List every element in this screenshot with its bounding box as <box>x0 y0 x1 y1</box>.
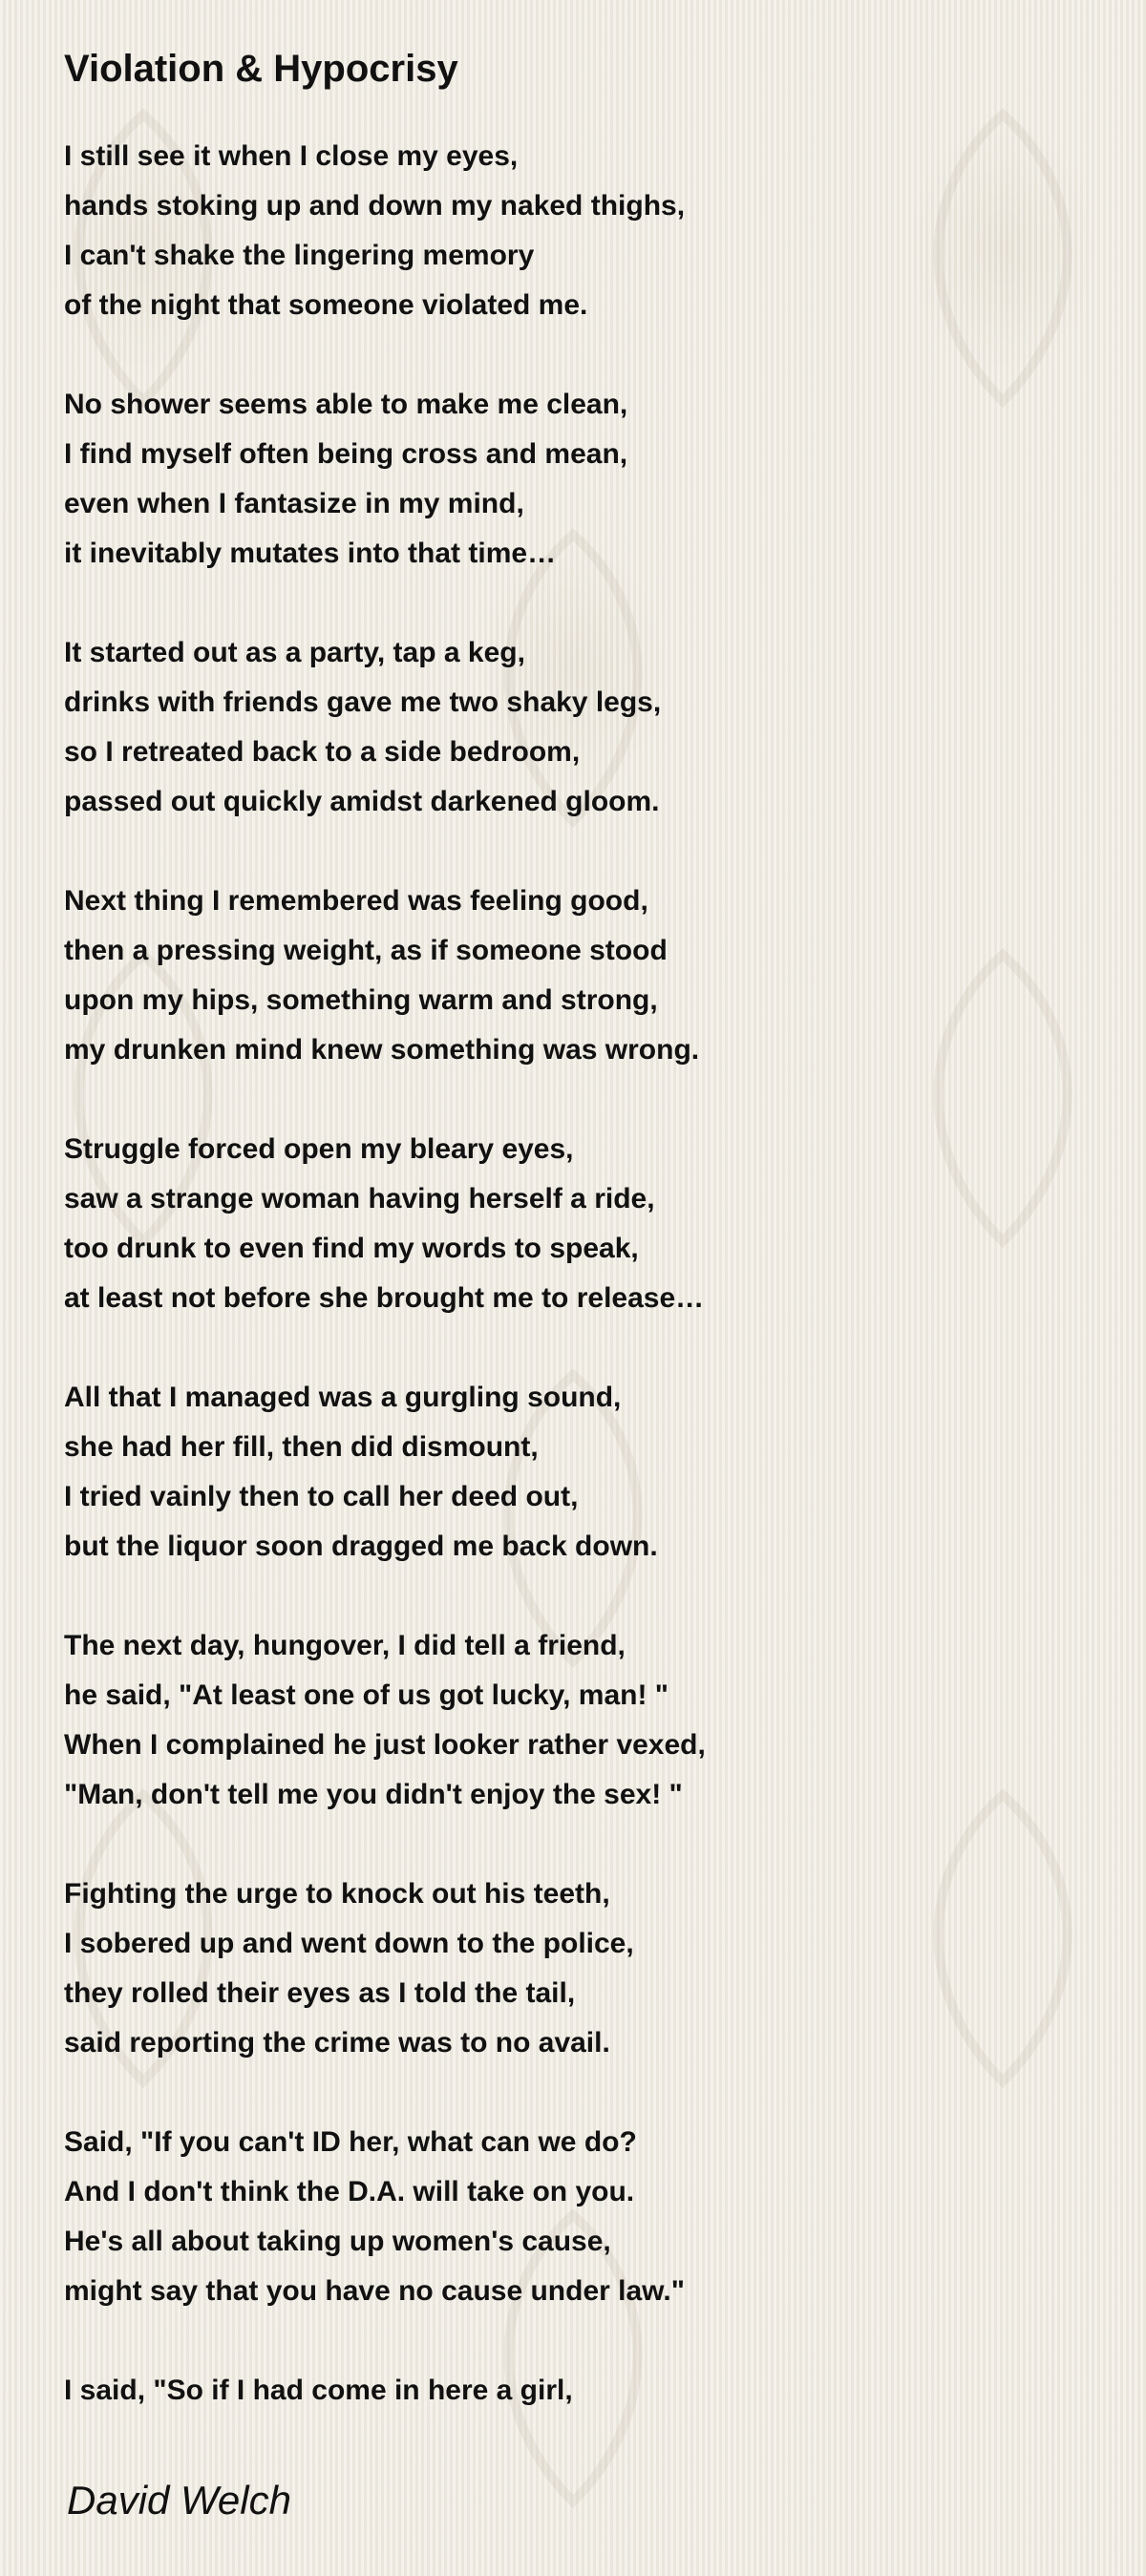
poem-line: upon my hips, something warm and strong, <box>64 984 658 1016</box>
poem-line: "Man, don't tell me you didn't enjoy the sex! " <box>64 1779 683 1810</box>
poem-line: he said, "At least one of us got lucky, man! " <box>64 1679 669 1711</box>
poem-line: I still see it when I close my eyes, <box>64 140 519 172</box>
poem-stanza <box>64 628 1095 827</box>
poem-stanza <box>64 380 1095 579</box>
poem-line: I can't shake the lingering memory <box>64 240 535 271</box>
poem-line: Next thing I remembered was feeling good, <box>64 885 648 917</box>
poem-stanza <box>64 132 1095 330</box>
poem-line: at least not before she brought me to release… <box>64 1282 705 1314</box>
poem-stanza <box>64 1621 1095 1820</box>
poem-stanza <box>64 1373 1095 1572</box>
poem-line: said reporting the crime was to no avail. <box>64 2027 610 2059</box>
poem-stanza <box>64 2118 1095 2316</box>
poem-line: It started out as a party, tap a keg, <box>64 637 525 668</box>
poem-stanza <box>64 1869 1095 2068</box>
poem-card <box>64 46 1095 2465</box>
poem-line: The next day, hungover, I did tell a friend, <box>64 1630 626 1661</box>
poem-line: No shower seems able to make me clean, <box>64 389 628 420</box>
poem-line: When I complained he just looker rather vexed, <box>64 1729 706 1761</box>
poem-line: but the liquor soon dragged me back down. <box>64 1531 658 1562</box>
poem-line: drinks with friends gave me two shaky legs, <box>64 686 662 718</box>
poem-line: too drunk to even find my words to speak, <box>64 1233 639 1264</box>
poem-line: Struggle forced open my bleary eyes, <box>64 1133 574 1165</box>
poem-line: she had her fill, then did dismount, <box>64 1431 539 1463</box>
poem-stanza <box>64 876 1095 1075</box>
poem-line: of the night that someone violated me. <box>64 289 588 321</box>
poem-stanza <box>64 2366 1095 2416</box>
poem-line: it inevitably mutates into that time… <box>64 538 557 569</box>
poem-line: All that I managed was a gurgling sound, <box>64 1382 622 1413</box>
poem-line: saw a strange woman having herself a ride, <box>64 1183 655 1214</box>
poem-body <box>64 132 1095 2416</box>
poem-line: passed out quickly amidst darkened gloom. <box>64 786 660 817</box>
poem-line: my drunken mind knew something was wrong. <box>64 1034 700 1066</box>
poem-line: so I retreated back to a side bedroom, <box>64 736 581 768</box>
poem-line: I said, "So if I had come in here a girl, <box>64 2375 573 2406</box>
poem-line: I sobered up and went down to the police, <box>64 1928 634 1959</box>
poem-line: even when I fantasize in my mind, <box>64 488 524 519</box>
poem-line: I tried vainly then to call her deed out, <box>64 1481 579 1512</box>
poem-line: might say that you have no cause under law." <box>64 2275 685 2307</box>
poem-title: Violation & Hypocrisy <box>64 48 458 90</box>
poem-author: David Welch <box>67 2478 291 2523</box>
poem-line: hands stoking up and down my naked thighs, <box>64 190 686 222</box>
poem-line: they rolled their eyes as I told the tail, <box>64 1977 576 2009</box>
poem-line: I find myself often being cross and mean, <box>64 438 628 470</box>
poem-line: Said, "If you can't ID her, what can we do? <box>64 2126 637 2158</box>
poem-line: He's all about taking up women's cause, <box>64 2226 611 2257</box>
poem-line: And I don't think the D.A. will take on you. <box>64 2176 635 2207</box>
poem-line: Fighting the urge to knock out his teeth, <box>64 1878 610 1910</box>
poem-line: then a pressing weight, as if someone stood <box>64 935 668 966</box>
poem-stanza <box>64 1125 1095 1323</box>
